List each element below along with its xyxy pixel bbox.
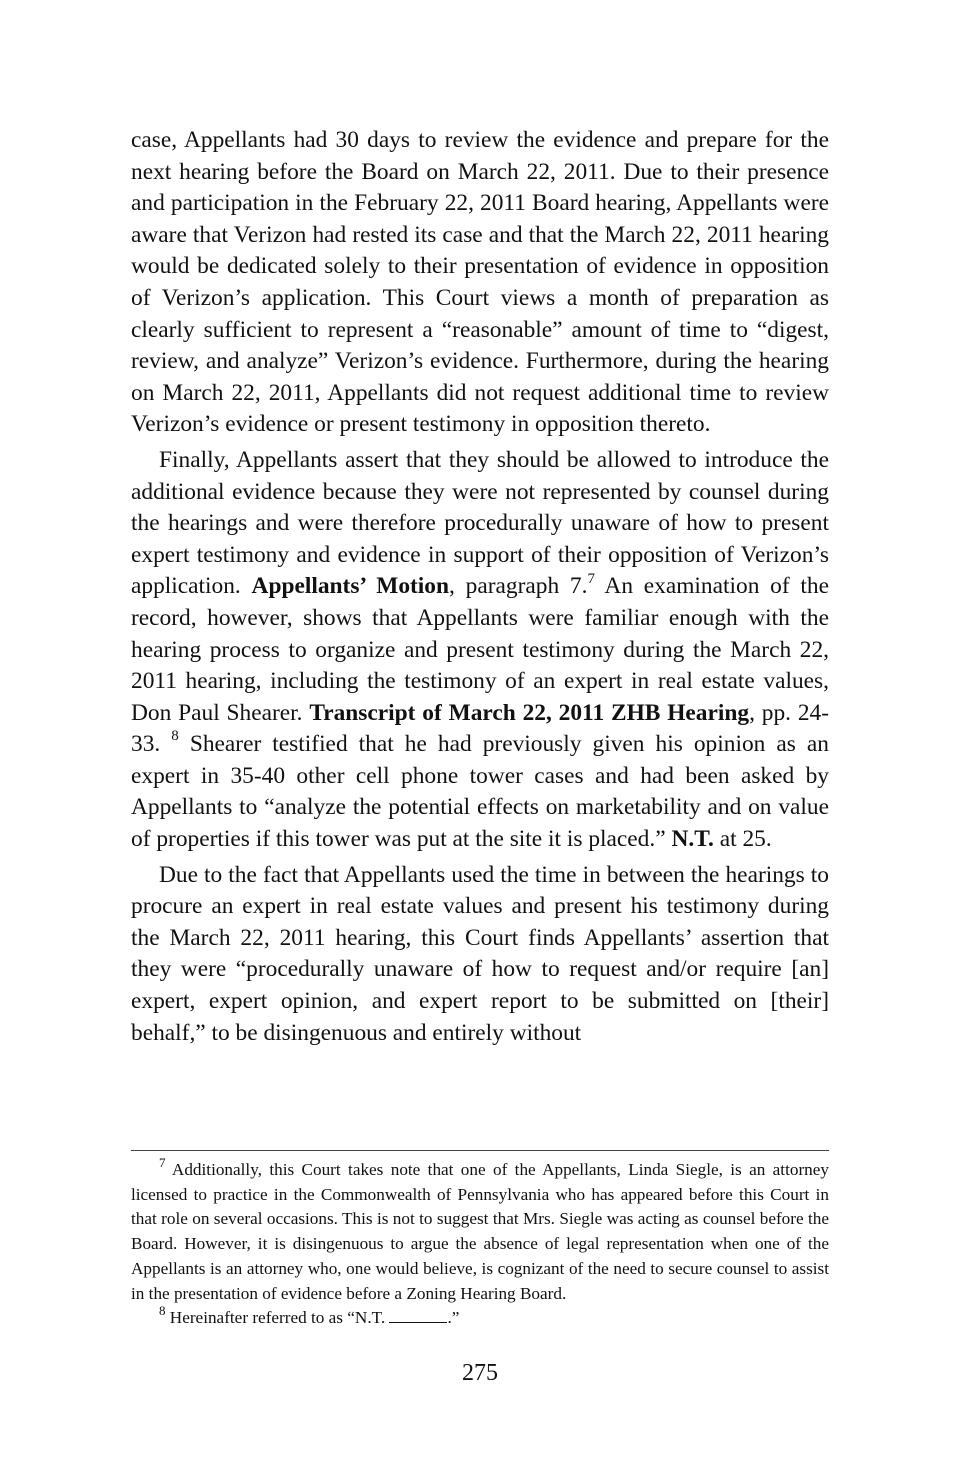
footnote-8-marker: 8: [159, 1303, 166, 1319]
footnote-divider: [131, 1150, 829, 1151]
footnote-8-end: .”: [447, 1308, 460, 1328]
paragraph-1: case, Appellants had 30 days to review the evidence and prepare for the next hearing before the Board on March 22, 2011. Due to their presence and participation in the February 22, 2011 Board hearing, Appellants were aware that Verizon had rested its case and that the March 22, 2011 hearing would be dedicated solely to their presentation of evidence in opposition of Verizon’s application. This Court views a month of preparation as clearly sufficient to represent a “reasonable” amount of time to “digest, review, and analyze” Verizon’s evidence. Furthermore, during the hearing on March 22, 2011, Appellants did not request additional time to review Verizon’s evidence or present testimony in opposition thereto.: [131, 127, 829, 438]
footnote-ref-7: 7: [587, 570, 595, 587]
citation-transcript: Transcript of March 22, 2011 ZHB Hearing: [309, 699, 750, 726]
footnote-8-text: Hereinafter referred to as “N.T.: [165, 1308, 390, 1328]
paragraph-2-text-5: Shearer testified that he had previously given his opinion as an expert in 35-40 other cell phone tower cases and had been asked by Appellants to “analyze the potential effects on marketability and on value of properties if this tower was put at the site it is placed.”: [131, 731, 829, 853]
citation-appellants-motion: Appellants’ Motion: [251, 573, 450, 600]
paragraph-3: Due to the fact that Appellants used the time in between the hearings to procure an expert in real estate values and present his testimony during the March 22, 2011 hearing, this Court finds Appellants’ assertion that they were “procedurally unaware of how to request and/or require [an] expert, expert opinion, and expert report to be submitted on [their] behalf,” to be disingenuous and entirely without: [131, 861, 829, 1046]
footnote-7-text: Additionally, this Court takes note that one of the Appellants, Linda Siegle, is an attorney licensed to practice in the Commonwealth of Pennsylvania who has appeared before this Court in that role on several occasions. This is not to suggest that Mrs. Siegle was acting as counsel before the Board. However, it is disingenuous to argue the absence of legal representation when one of the Appellants is an attorney who, one would believe, is cognizant of the need to secure counsel to assist in the presentation of evidence before a Zoning Hearing Board.: [131, 1160, 829, 1303]
paragraph-2-text-6: at 25.: [713, 826, 772, 853]
body-text: [131, 125, 829, 1053]
citation-nt: N.T.: [671, 826, 714, 853]
footnotes: [131, 1155, 829, 1331]
paragraph-2-text-3: An examination of the record, however, shows that Appellants were familiar enough with the hearing process to organize and present testimony during the March 22, 2011 hearing, including the testimony of an expert in real estate values, Don Paul Shearer.: [131, 573, 829, 726]
footnote-7-marker: 7: [159, 1155, 166, 1171]
footnote-8: [131, 1303, 829, 1331]
paragraph-2-text-1: Finally, Appellants assert that they should be allowed to introduce the additional evidence because they were not represented by counsel during the hearings and were therefore procedurally unaware of how to present expert testimony and evidence in support of their opposition of Verizon’s application.: [131, 446, 829, 600]
paragraph-2-text-4: , pp. 24-33.: [131, 699, 829, 758]
footnote-ref-8: 8: [171, 728, 179, 745]
paragraph-2: [131, 445, 829, 856]
page-number: 275: [462, 1360, 498, 1386]
footnote-8-blank-line: [389, 1309, 447, 1323]
paragraph-2-text-2: , paragraph 7.: [449, 573, 588, 600]
footnote-7: [131, 1155, 829, 1306]
